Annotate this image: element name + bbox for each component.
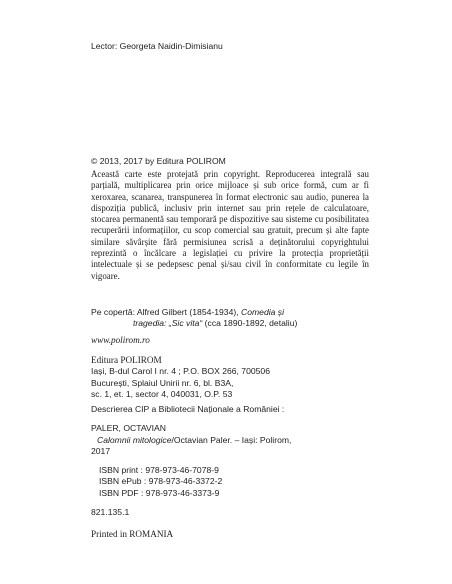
copyright-notice: © 2013, 2017 by Editura POLIROM [91,156,226,166]
cover-work-a: Comedia și [241,307,285,317]
cip-book-title: Calomnii mitologice [97,435,172,445]
isbn-pdf: ISBN PDF : 978-973-46-3373-9 [99,487,220,498]
publisher-website: www.polirom.ro [91,335,150,345]
publisher-block [91,355,270,400]
cover-label: Pe copertă: [91,307,135,317]
printed-in: Printed in ROMANIA [91,529,174,539]
cip-title-rest: /Octavian Paler. – Iași: Polirom, [171,435,292,445]
classification-number: 821.135.1 [91,507,130,517]
copyright-legal-text: Această carte este protejată prin copyright. Reproducerea integrală sau parțială, multiplicarea prin orice mijloace și sub orice formă, cum ar fi xeroxarea, scanarea, transpunerea în format electronic sau audio, punerea la dispoziția publică, inclusiv prin internet sau prin rețele de calculatoare, stocarea permanentă sau temporară pe dispozitive sau sisteme cu posibilitatea recuperării informațiilor, cu scop comercial sau gratuit, precum și alte fapte similare săvârșite fără permisiunea scrisă a deținătorului copyrightului reprezintă o încălcare a legislației cu privire la protecția proprietății intelectuale și se pedepsesc penal și/sau civil în conformitate cu legile în vigoare. [91,169,369,281]
publisher-address-3: sc. 1, et. 1, sector 4, 040031, O.P. 53 [91,388,233,399]
publisher-name: Editura POLIROM [91,355,162,365]
lector-credit: Lector: Georgeta Naidin-Dimisianu [91,41,223,51]
isbn-print: ISBN print : 978-973-46-7078-9 [99,465,219,475]
cip-heading: Descrierea CIP a Bibliotecii Naționale a României : [91,404,285,414]
isbn-epub: ISBN ePub : 978-973-46-3372-2 [99,476,223,487]
cover-credit [91,307,297,330]
cover-artist: Alfred Gilbert (1854-1934), [136,307,239,317]
cover-date: (cca 1890-1892, detaliu) [204,318,298,329]
cover-work-b: tragedia: „Sic vita“ [133,318,203,329]
cip-year: 2017 [91,446,111,457]
publisher-address-1: Iași, B-dul Carol I nr. 4 ; P.O. BOX 266, 700506 [91,366,270,377]
cip-author: PALER, OCTAVIAN [91,423,166,433]
publisher-address-2: București, Splaiul Unirii nr. 6, bl. B3A, [91,377,234,388]
cip-title-block [91,435,291,458]
isbn-block [91,465,222,499]
